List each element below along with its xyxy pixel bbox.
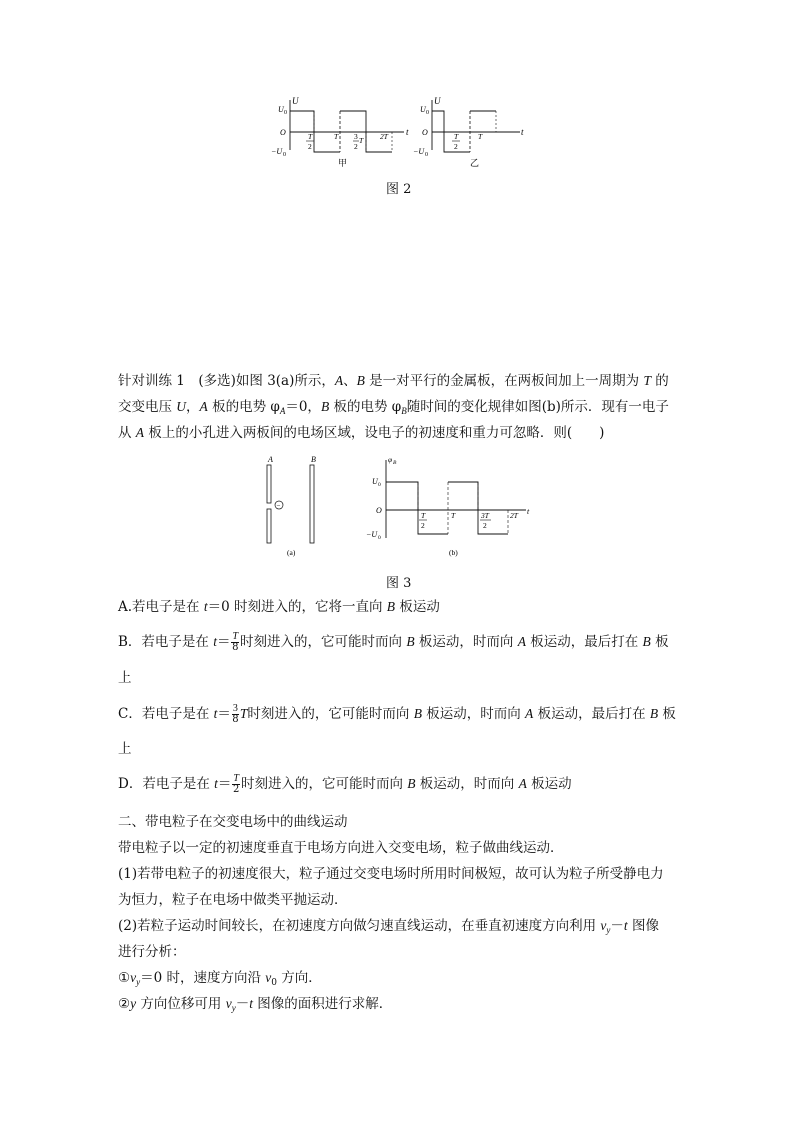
var-t: T <box>643 373 651 388</box>
var-a: A <box>518 776 527 791</box>
var-v: v <box>225 996 232 1011</box>
text-run: 板上的小孔进入两板间的电场区域，设电子的初速度和重力可忽略．则( ) <box>144 425 605 441</box>
text-run: 板运动，时而向 <box>414 634 518 650</box>
frac-den: 2 <box>232 784 240 795</box>
subscript-y: y <box>136 977 141 987</box>
frac-num: T <box>232 631 239 642</box>
var-t: t <box>623 918 628 933</box>
text-run: 板运动，最后打在 <box>525 634 643 650</box>
yi-t-label: t <box>521 127 524 137</box>
jia-u0-sub: 0 <box>284 110 287 116</box>
text-run: ＝0， <box>285 399 321 415</box>
text-run: 板的电势 φ <box>207 399 280 415</box>
text-run: B．若电子是在 <box>118 634 214 650</box>
figure-2-graphs <box>270 94 532 170</box>
option-b <box>118 628 669 656</box>
text-run: 方向． <box>277 970 322 986</box>
phi-u0-sub: 0 <box>378 482 381 488</box>
text-run: 图像的面积进行求解． <box>252 996 393 1012</box>
exercise-line-1 <box>118 372 669 390</box>
exercise-line-3 <box>118 424 604 442</box>
frac-den: 8 <box>232 642 239 653</box>
frac-num: T <box>233 773 239 784</box>
jia-tick-t: T <box>334 132 339 141</box>
section-2-heading: 二、带电粒子在交变电场中的曲线运动 <box>118 814 348 830</box>
phi-tick-half-num: T <box>421 511 426 520</box>
jia-u-label: U <box>292 96 299 106</box>
subscript-y: y <box>231 1003 236 1013</box>
yi-wave <box>432 111 470 152</box>
var-t: t <box>213 706 218 721</box>
option-d <box>118 770 572 798</box>
var-t: t <box>249 996 253 1011</box>
text-run: ＝0 时，速度方向沿 <box>140 970 266 986</box>
text-run: C．若电子是在 <box>118 706 214 722</box>
text-run: D．若电子是在 <box>118 776 215 792</box>
section-2-p2-l2: 为恒力，粒子在电场中做类平抛运动． <box>118 892 348 908</box>
yi-u-label: U <box>434 96 441 106</box>
section-2-p4 <box>118 969 322 992</box>
text-run: ＝ <box>217 706 231 722</box>
jia-tick-half-num: T <box>308 132 313 141</box>
var-t-period: T <box>239 706 248 721</box>
jia-tick-3t: T <box>359 136 364 145</box>
yi-origin: O <box>422 128 428 137</box>
jia-t-label: t <box>406 127 409 137</box>
var-b: B <box>649 706 659 721</box>
text-run: A.若电子是在 <box>118 599 204 615</box>
plate-b <box>310 465 314 543</box>
text-run: 图像 <box>627 918 659 934</box>
text-run: ＝0 时刻进入的，它将一直向 <box>207 599 387 615</box>
section-2-p3-l2: 进行分析： <box>118 944 186 960</box>
yi-tick-half-den: 2 <box>454 142 458 151</box>
phi-tick-3t-den: 2 <box>483 521 487 530</box>
exercise-line-2 <box>118 398 669 420</box>
var-a: A <box>199 399 208 414</box>
text-run: 、 <box>343 373 357 389</box>
text-run: ＝ <box>217 776 232 792</box>
option-c-cont: 上 <box>118 741 132 757</box>
fraction-3-8 <box>232 704 239 725</box>
var-a: A <box>135 425 145 440</box>
text-run: 随时间的变化规律如图(b)所示．现有一电子 <box>406 399 669 415</box>
fraction-t-8 <box>231 632 239 653</box>
phi-wave <box>386 482 448 534</box>
phi-origin: O <box>376 506 382 515</box>
yi-label: 乙 <box>470 158 480 168</box>
section-2-p3-l1 <box>118 917 659 939</box>
plate-a-label: A <box>268 455 273 464</box>
text-run: 时刻进入的，它可能时而向 <box>247 706 414 722</box>
text-run: 板运动，最后打在 <box>533 706 650 722</box>
var-b: B <box>413 706 422 721</box>
phi-axis-sub: B <box>393 460 397 466</box>
graph-jia <box>271 96 409 168</box>
option-b-cont: 上 <box>118 670 132 686</box>
jia-wave <box>290 111 340 152</box>
text-run: 的 <box>651 373 669 389</box>
var-t: t <box>214 776 218 791</box>
frac-num: 3 <box>232 703 238 714</box>
text-run: 从 <box>118 425 136 441</box>
graph-yi <box>413 96 524 168</box>
option-a <box>118 598 440 616</box>
var-a: A <box>334 373 344 388</box>
figure-3b-graph <box>366 455 530 557</box>
var-b: B <box>407 776 416 791</box>
text-run: 板运动 <box>526 776 572 792</box>
section-2-p1: 带电粒子以一定的初速度垂直于电场方向进入交变电场，粒子做曲线运动． <box>118 840 564 856</box>
phi-tick-3t-num: 3T <box>481 511 489 520</box>
text-run: 板运动 <box>395 599 440 615</box>
jia-neg-u0: −U <box>271 147 283 156</box>
var-a: A <box>517 634 526 649</box>
figure-2-caption: 图 2 <box>386 182 412 197</box>
yi-neg-u0-sub: 0 <box>425 152 428 158</box>
phi-tick-2t: 2T <box>510 511 518 520</box>
var-b: B <box>356 373 365 388</box>
text-run: 板 <box>658 706 676 722</box>
var-b: B <box>320 399 330 414</box>
var-v: v <box>600 918 607 933</box>
jia-neg-u0-sub: 0 <box>283 152 286 158</box>
figure-3-caption: 图 3 <box>386 576 412 591</box>
var-b: B <box>386 599 396 614</box>
plate-b-label: B <box>311 455 316 464</box>
plate-a-upper <box>267 465 271 503</box>
var-t: t <box>213 634 217 649</box>
text-run: ， <box>186 399 200 415</box>
phi-tick-t: T <box>451 511 456 520</box>
text-run: 时刻进入的，它可能时而向 <box>240 776 408 792</box>
sub-b-label: (b) <box>449 548 458 557</box>
phi-neg-u0: −U <box>366 530 378 539</box>
text-run: ② <box>118 996 131 1012</box>
fraction-t-2 <box>232 774 240 795</box>
text-run: 交变电压 <box>118 399 177 415</box>
text-run: － <box>235 996 250 1012</box>
text-run: 板 <box>650 634 669 650</box>
text-run: 是一对平行的金属板，在两板间加上一周期为 <box>364 373 644 389</box>
subscript-0: 0 <box>271 978 278 988</box>
yi-u0: U <box>420 105 426 114</box>
text-run: 板运动，时而向 <box>415 776 519 792</box>
var-t: t <box>203 599 208 614</box>
text-run: 方向位移可用 <box>136 996 226 1012</box>
var-v: v <box>265 970 272 985</box>
jia-label: 甲 <box>338 158 348 168</box>
text-run: 针对训练 1 (多选)如图 3(a)所示， <box>118 373 335 389</box>
text-run: ① <box>118 970 131 986</box>
text-run: 板运动，时而向 <box>421 706 526 722</box>
var-a: A <box>525 706 534 721</box>
phi-t-label: t <box>527 507 530 516</box>
var-u: U <box>176 399 187 414</box>
subscript-y: y <box>606 925 611 935</box>
jia-origin: O <box>280 128 286 137</box>
text-run: － <box>610 918 624 934</box>
phi-neg-u0-sub: 0 <box>378 535 381 541</box>
yi-tick-half-num: T <box>454 132 459 141</box>
yi-tick-t: T <box>478 132 483 141</box>
jia-tick-2t: 2T <box>380 132 388 141</box>
yi-neg-u0: −U <box>413 147 425 156</box>
text-run: 时刻进入的，它可能时而向 <box>240 634 407 650</box>
text-run: ＝ <box>216 634 231 650</box>
text-run: 板的电势 φ <box>329 399 402 415</box>
figure-3 <box>258 452 538 560</box>
subscript-a: A <box>279 406 286 416</box>
var-v: v <box>130 970 137 985</box>
section-2-p5 <box>118 995 392 1017</box>
jia-tick-3: 3 <box>354 132 358 141</box>
option-c <box>118 700 676 728</box>
jia-u0: U <box>278 105 284 114</box>
subscript-b: B <box>401 406 407 416</box>
frac-den: 8 <box>232 714 239 725</box>
plate-a-lower <box>267 509 271 543</box>
phi-axis-label: φ <box>388 455 393 464</box>
text-run: (2)若粒子运动时间较长，在初速度方向做匀速直线运动，在垂直初速度方向利用 <box>118 918 601 934</box>
phi-u0: U <box>372 477 378 486</box>
sub-a-label: (a) <box>287 548 296 557</box>
figure-3a-plates <box>267 455 316 557</box>
section-2-p2-l1: (1)若带电粒子的初速度很大，粒子通过交变电场时所用时间极短，故可认为粒子所受静电力 <box>118 866 664 882</box>
phi-tick-half-den: 2 <box>421 521 425 530</box>
var-b: B <box>642 634 651 649</box>
electron-sign: − <box>276 501 281 510</box>
yi-u0-sub: 0 <box>426 110 429 116</box>
var-y: y <box>130 996 137 1011</box>
jia-tick-2: 2 <box>354 142 358 151</box>
var-b: B <box>406 634 415 649</box>
jia-tick-half-den: 2 <box>308 142 312 151</box>
